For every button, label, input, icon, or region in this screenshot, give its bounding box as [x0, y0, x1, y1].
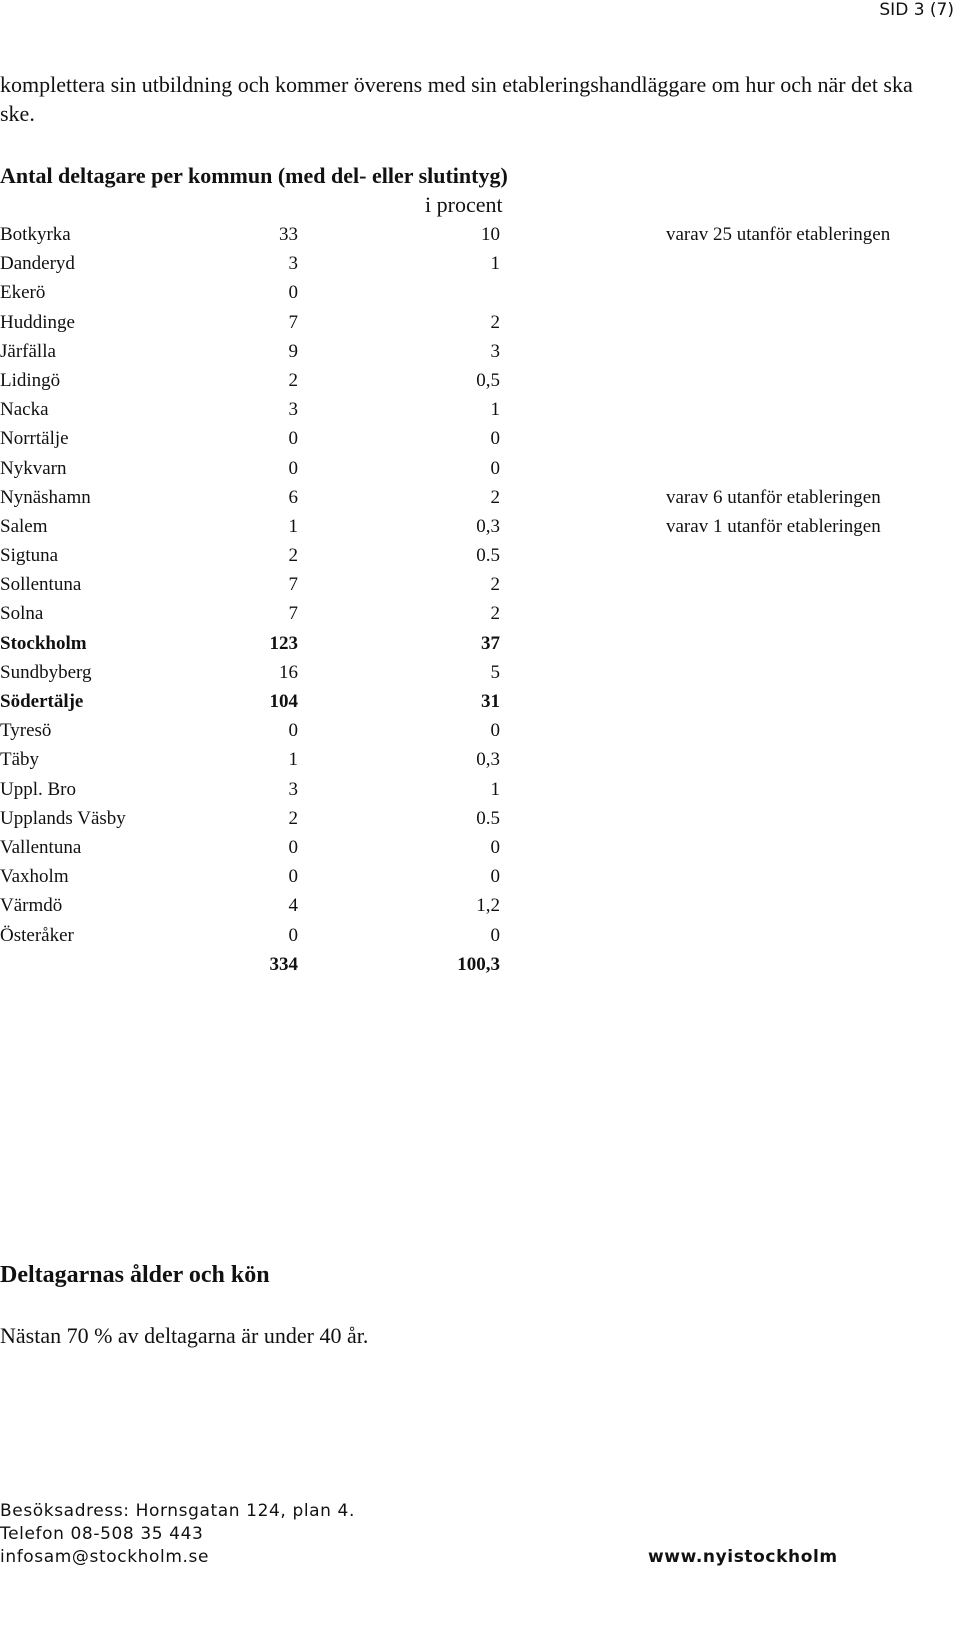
- participant-count: 33: [279, 224, 298, 245]
- municipality-name: Solna: [0, 603, 44, 625]
- page-number: SID 3 (7): [879, 0, 954, 20]
- participant-percent: 2: [490, 311, 500, 333]
- section-heading: Deltagarnas ålder och kön: [0, 1262, 270, 1288]
- footer-address: Besöksadress: Hornsgatan 124, plan 4.: [0, 1501, 355, 1521]
- municipality-name: Nynäshamn: [0, 486, 91, 508]
- table-row: [0, 308, 960, 337]
- table-row: [0, 862, 960, 891]
- municipality-name: Nykvarn: [0, 457, 67, 479]
- participant-count: 6: [288, 486, 298, 508]
- participant-count: 0: [288, 457, 298, 479]
- municipality-name: Sollentuna: [0, 574, 82, 596]
- participant-percent: 1: [490, 399, 500, 421]
- participant-count: 9: [288, 340, 298, 362]
- participant-percent: 1: [490, 778, 500, 800]
- participant-percent: 2: [490, 574, 500, 596]
- municipality-name: Vaxholm: [0, 866, 69, 888]
- participant-percent: 37: [481, 632, 500, 654]
- participant-count: 0: [288, 866, 298, 888]
- table-row: [0, 921, 960, 950]
- participant-percent: 10: [481, 224, 500, 245]
- participant-percent: 1: [490, 253, 500, 275]
- participant-percent: 31: [481, 691, 500, 712]
- participant-count: 1: [288, 749, 298, 771]
- participant-count: 4: [288, 895, 298, 917]
- participant-percent: 0,3: [476, 749, 500, 771]
- participant-count: 0: [288, 282, 298, 304]
- table-row: [0, 833, 960, 862]
- participant-percent: 100,3: [457, 953, 500, 975]
- footer-website-link[interactable]: www.nyistockholm: [648, 1547, 838, 1567]
- participant-percent: 2: [490, 486, 500, 508]
- municipality-name: Vallentuna: [0, 836, 82, 858]
- participant-count: 0: [288, 428, 298, 450]
- participant-count: 2: [288, 545, 298, 567]
- table-row: [0, 658, 960, 687]
- table-row: [0, 775, 960, 804]
- participant-count: 123: [269, 632, 298, 654]
- footer-phone: Telefon 08-508 35 443: [0, 1524, 204, 1544]
- participant-percent: 0: [490, 866, 500, 888]
- municipality-name: Salem: [0, 515, 48, 537]
- table-row: [0, 804, 960, 833]
- participant-count: 0: [288, 924, 298, 946]
- participant-percent: 0,3: [476, 515, 500, 537]
- participant-count: 0: [288, 836, 298, 858]
- participant-percent: 0: [490, 428, 500, 450]
- municipality-name: Sundbyberg: [0, 661, 92, 683]
- row-note: varav 6 utanför etableringen: [666, 486, 881, 508]
- footer-email[interactable]: infosam@stockholm.se: [0, 1547, 210, 1567]
- participant-count: 334: [269, 953, 298, 975]
- table-row: [0, 483, 960, 512]
- table-title: Antal deltagare per kommun (med del- eller slutintyg): [0, 163, 508, 188]
- table-row: [0, 249, 960, 278]
- participant-percent: 0.5: [476, 545, 500, 567]
- municipality-name: Huddinge: [0, 311, 75, 333]
- municipality-name: Botkyrka: [0, 224, 71, 245]
- participant-count: 2: [288, 807, 298, 829]
- participant-percent: 0,5: [476, 369, 500, 391]
- participant-count: 7: [288, 311, 298, 333]
- municipality-name: Danderyd: [0, 253, 75, 275]
- participant-count: 3: [288, 399, 298, 421]
- participant-count: 3: [288, 253, 298, 275]
- participant-percent: 0: [490, 924, 500, 946]
- section-text: Nästan 70 % av deltagarna är under 40 år.: [0, 1323, 369, 1348]
- municipality-name: Uppl. Bro: [0, 778, 76, 800]
- participant-count: 7: [288, 574, 298, 596]
- table-row: [0, 395, 960, 424]
- table-row: [0, 716, 960, 745]
- municipality-name: Sigtuna: [0, 545, 59, 567]
- participant-count: 0: [288, 720, 298, 742]
- participant-count: 7: [288, 603, 298, 625]
- participant-count: 3: [288, 778, 298, 800]
- participant-percent: 0.5: [476, 807, 500, 829]
- participant-percent: 3: [490, 340, 500, 362]
- table-row: [0, 337, 960, 366]
- table-row: [0, 366, 960, 395]
- participant-percent: 0: [490, 836, 500, 858]
- table-row: [0, 220, 960, 249]
- table-row: [0, 424, 960, 453]
- municipality-name: Österåker: [0, 924, 74, 946]
- participant-count: 104: [269, 691, 298, 712]
- participant-percent: 2: [490, 603, 500, 625]
- table-row: [0, 950, 960, 979]
- municipality-name: Järfälla: [0, 340, 56, 362]
- municipality-name: Stockholm: [0, 632, 87, 654]
- participant-count: 2: [288, 369, 298, 391]
- municipality-name: Lidingö: [0, 369, 61, 391]
- municipality-name: Södertälje: [0, 691, 84, 712]
- municipality-name: Nacka: [0, 399, 49, 421]
- table-row: [0, 629, 960, 658]
- participant-count: 1: [288, 515, 298, 537]
- table-row: [0, 512, 960, 541]
- table-row: [0, 745, 960, 774]
- municipality-name: Norrtälje: [0, 428, 69, 450]
- municipality-name: Tyresö: [0, 720, 52, 742]
- municipality-table: [0, 220, 960, 979]
- table-row: [0, 278, 960, 307]
- table-row: [0, 891, 960, 920]
- municipality-name: Ekerö: [0, 282, 46, 304]
- table-row: [0, 541, 960, 570]
- row-note: varav 1 utanför etableringen: [666, 515, 881, 537]
- table-row: [0, 599, 960, 628]
- intro-paragraph: komplettera sin utbildning och kommer överens med sin etableringshandläggare om hur och när det ska ske.: [0, 72, 913, 126]
- participant-percent: 5: [490, 661, 500, 683]
- table-row: [0, 570, 960, 599]
- participant-count: 16: [279, 661, 298, 683]
- participant-percent: 0: [490, 720, 500, 742]
- row-note: varav 25 utanför etableringen: [666, 224, 891, 245]
- municipality-name: Täby: [0, 749, 40, 771]
- participant-percent: 0: [490, 457, 500, 479]
- table-row: [0, 454, 960, 483]
- table-subtitle: i procent: [425, 192, 503, 217]
- table-row: [0, 687, 960, 716]
- footer: [0, 1500, 355, 1569]
- municipality-name: Värmdö: [0, 895, 63, 917]
- participant-percent: 1,2: [476, 895, 500, 917]
- municipality-name: Upplands Väsby: [0, 807, 126, 829]
